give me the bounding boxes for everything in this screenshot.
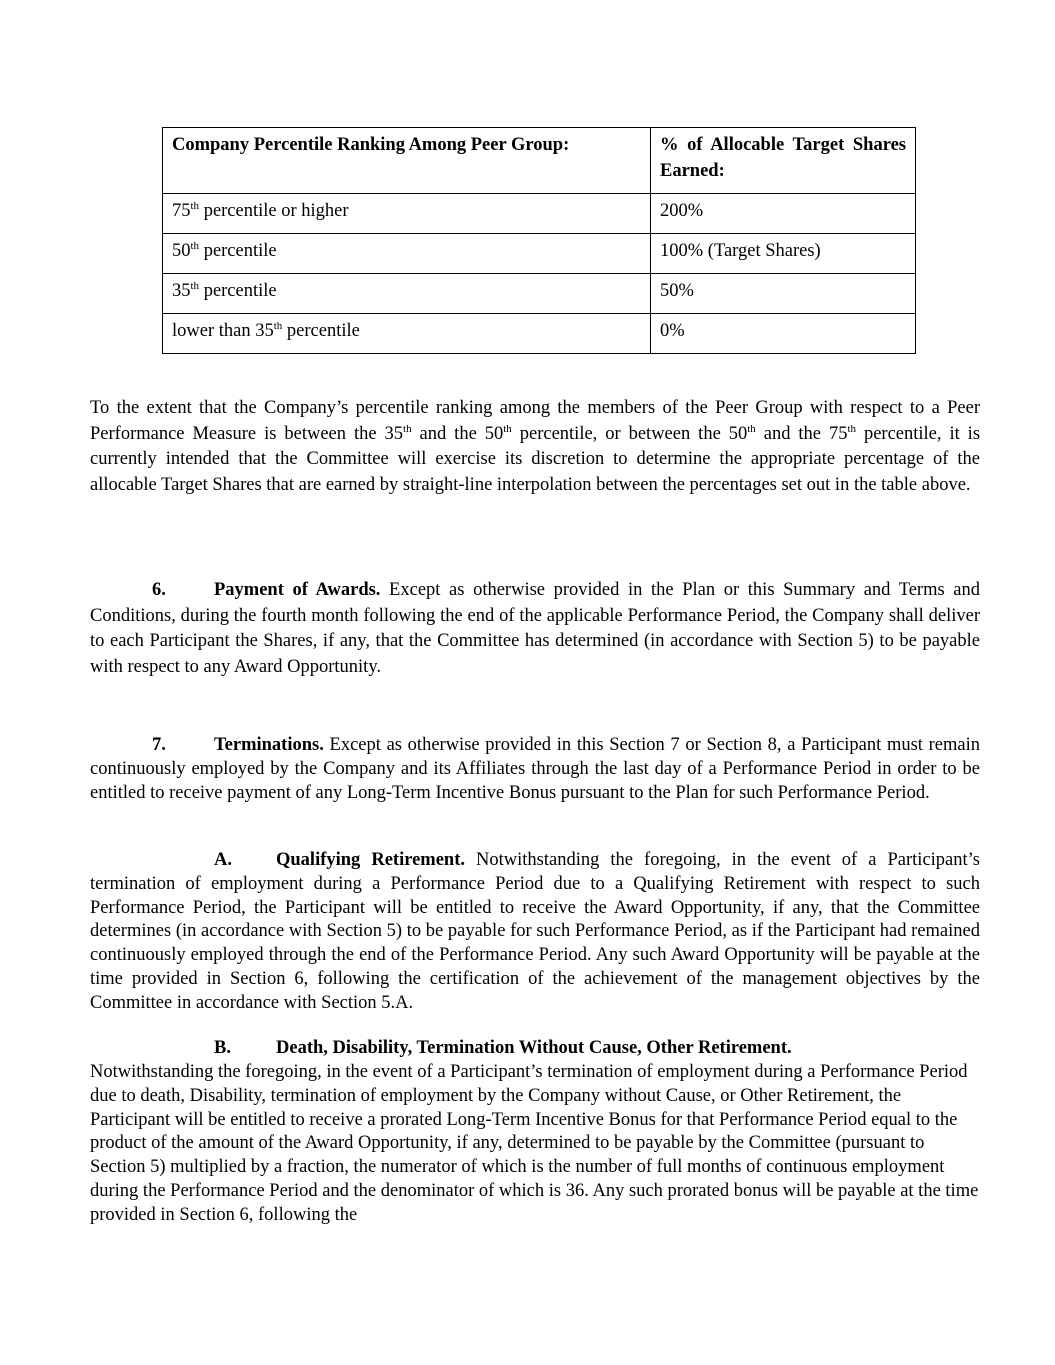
shares-cell: 100% (Target Shares) <box>651 234 916 274</box>
section-body: Except as otherwise provided in the Plan or this Summary and Terms and Conditions, during the fourth month following the end of the applicable Performance Period, the Company shall deliver to each Participant the Shares, if any, that the Committee has determined (in accordance with Section 5) to be payable with respect to any Award Opportunity. <box>90 580 980 677</box>
ranking-cell: lower than 35th percentile <box>163 314 651 354</box>
shares-cell: 50% <box>651 274 916 314</box>
header-shares-earned: % of Allocable Target Shares Earned: <box>651 128 916 194</box>
section-number: 6. <box>152 580 166 600</box>
subsection-letter: B. <box>214 1038 231 1058</box>
section-7a-qualifying-retirement <box>90 849 980 1016</box>
section-title: Terminations. <box>214 735 324 755</box>
section-number: 7. <box>152 735 166 755</box>
section-7b-heading <box>90 1037 980 1061</box>
section-body: Except as otherwise provided in this Section 7 or Section 8, a Participant must remain continuously employed by the Company and its Affiliates through the last day of a Performance Period in order to be entitled to receive payment of any Long-Term Incentive Bonus pursuant to the Plan for such Performance Period. <box>90 735 980 803</box>
ranking-cell: 35th percentile <box>163 274 651 314</box>
ranking-cell: 75th percentile or higher <box>163 194 651 234</box>
table-row <box>163 314 916 354</box>
subsection-title: Death, Disability, Termination Without Cause, Other Retirement. <box>276 1038 792 1058</box>
header-percentile-ranking: Company Percentile Ranking Among Peer Group: <box>163 128 651 194</box>
section-6-payment-of-awards <box>90 578 980 680</box>
section-7-terminations <box>90 734 980 805</box>
table-row <box>163 234 916 274</box>
subsection-title: Qualifying Retirement. <box>276 850 465 870</box>
interpolation-paragraph: To the extent that the Company’s percentile ranking among the members of the Peer Group with respect to a Peer Performance Measure is between the 35th and the 50th percentile, or between the 50th and the 75th percentile, it is currently intended that the Committee will exercise its discretion to determine the appropriate percentage of the allocable Target Shares that are earned by straight-line interpolation between the percentages set out in the table above. <box>90 398 981 495</box>
ranking-cell: 50th percentile <box>163 234 651 274</box>
section-title: Payment of Awards. <box>214 580 381 600</box>
table-header-row <box>163 128 916 194</box>
shares-cell: 0% <box>651 314 916 354</box>
subsection-letter: A. <box>214 850 232 870</box>
table-row <box>163 274 916 314</box>
percentile-ranking-table <box>162 127 916 354</box>
subsection-body: Notwithstanding the foregoing, in the event of a Participant’s termination of employment during a Performance Period due to a Qualifying Retirement with respect to such Performance Period, the Participant will be entitled to receive the Award Opportunity, if any, that the Committee determines (in accordance with Section 5) to be payable for such Performance Period, as if the Participant had remained continuously employed through the end of the Performance Period. Any such Award Opportunity will be payable at the time provided in Section 6, following the certification of the achievement of the management objectives by the Committee in accordance with Section 5.A. <box>90 850 980 1013</box>
table-row <box>163 194 916 234</box>
shares-cell: 200% <box>651 194 916 234</box>
section-7b-body: Notwithstanding the foregoing, in the event of a Participant’s termination of employment during a Performance Period due to death, Disability, termination of employment by the Company without Cause, or Other Retirement, the Participant will be entitled to receive a prorated Long-Term Incentive Bonus for that Performance Period equal to the product of the amount of the Award Opportunity, if any, determined to be payable by the Committee (pursuant to Section 5) multiplied by a fraction, the numerator of which is the number of full months of continuous employment during the Performance Period and the denominator of which is 36. Any such prorated bonus will be payable at the time provided in Section 6, following the <box>90 1062 979 1225</box>
